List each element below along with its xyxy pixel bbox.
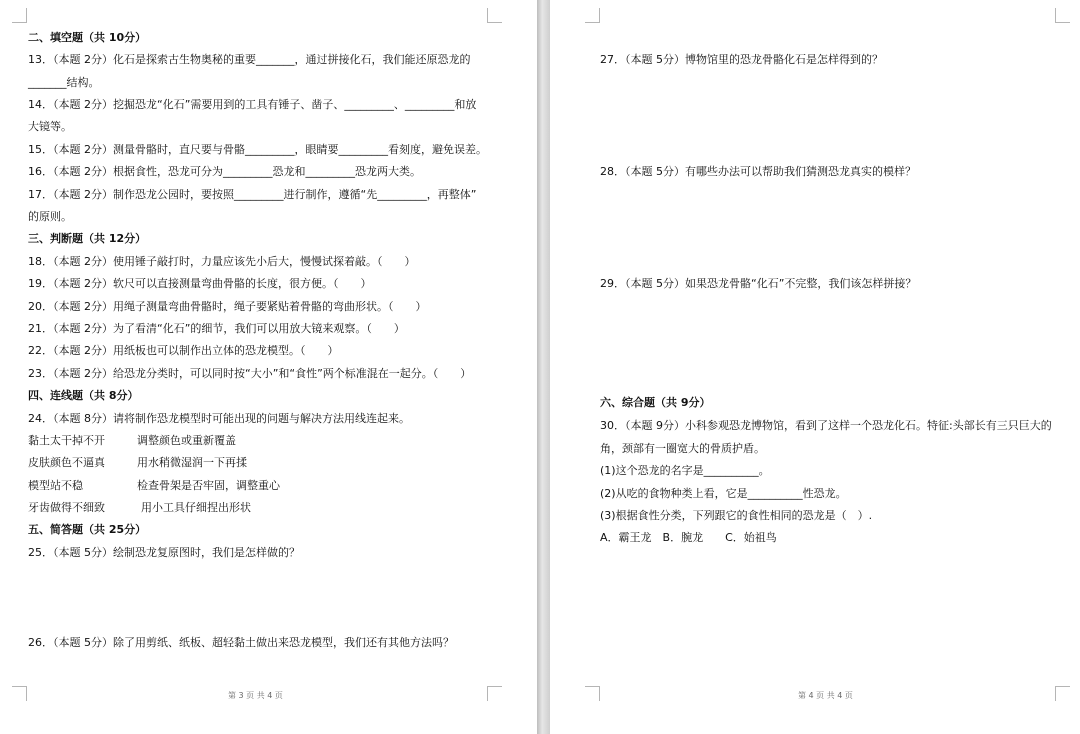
exam-page-4 xyxy=(550,0,1080,734)
question-30: 30．（本题 9分）小科参观恐龙博物馆，看到了这样一个恐龙化石。特征:头部长有三只巨大的 xyxy=(600,419,1052,432)
question-21: 21．（本题 2分）为了看清“化石”的细节，我们可以用放大镜来观察。（ ） xyxy=(28,322,405,335)
corner-mark xyxy=(12,8,27,23)
question-24: 24．（本题 8分）请将制作恐龙模型时可能出现的问题与解决方法用线连起来。 xyxy=(28,412,410,425)
question-25: 25．（本题 5分）绘制恐龙复原图时，我们是怎样做的？ xyxy=(28,546,300,559)
question-30-part-2: (2)从吃的食物种类上看，它是__________性恐龙。 xyxy=(600,487,847,500)
question-16: 16．（本题 2分）根据食性，恐龙可分为_________恐龙和_________恐龙两大类。 xyxy=(28,165,421,178)
question-30-cont: 角，颈部有一圈宽大的骨质护盾。 xyxy=(600,442,765,455)
corner-mark xyxy=(585,8,600,23)
section-title-fill-blank: 二、填空题（共 10分） xyxy=(28,31,147,44)
page-footer: 第 4 页 共 4 页 xyxy=(798,691,853,700)
section-title-comprehensive: 六、综合题（共 9分） xyxy=(600,396,711,409)
page-footer: 第 3 页 共 4 页 xyxy=(228,691,283,700)
match-right-item: 用小工具仔细捏出形状 xyxy=(141,501,251,514)
match-left-item: 黏土太干掉不开 xyxy=(28,434,105,447)
question-26: 26．（本题 5分）除了用剪纸、纸板、超轻黏土做出来恐龙模型，我们还有其他方法吗？ xyxy=(28,636,454,649)
question-30-part-1: (1)这个恐龙的名字是__________。 xyxy=(600,464,770,477)
match-right-item: 调整颜色或重新覆盖 xyxy=(137,434,236,447)
corner-mark xyxy=(1055,8,1070,23)
corner-mark xyxy=(585,686,600,701)
question-29: 29．（本题 5分）如果恐龙骨骼“化石”不完整，我们该怎样拼接？ xyxy=(600,277,917,290)
page-gutter xyxy=(537,0,550,734)
section-title-short-answer: 五、简答题（共 25分） xyxy=(28,523,147,536)
question-14: 14．（本题 2分）挖掘恐龙“化石”需要用到的工具有锤子、凿子、_________、_________和放 xyxy=(28,98,477,111)
question-22: 22．（本题 2分）用纸板也可以制作出立体的恐龙模型。（ ） xyxy=(28,344,339,357)
exam-page-3 xyxy=(0,0,537,734)
match-left-item: 模型站不稳 xyxy=(28,479,83,492)
question-15: 15．（本题 2分）测量骨骼时，直尺要与骨骼_________，眼睛要_________看刻度，避免误差。 xyxy=(28,143,487,156)
question-23: 23．（本题 2分）给恐龙分类时，可以同时按“大小”和“食性”两个标准混在一起分。（ ） xyxy=(28,367,472,380)
match-right-item: 用水稍微湿润一下再揉 xyxy=(137,456,247,469)
question-28: 28．（本题 5分）有哪些办法可以帮助我们猜测恐龙真实的模样？ xyxy=(600,165,916,178)
question-30-options: A．霸王龙 B．腕龙 C．始祖鸟 xyxy=(600,531,777,544)
question-13: 13．（本题 2分）化石是探索古生物奥秘的重要_______，通过拼接化石，我们能还原恐龙的 xyxy=(28,53,471,66)
section-title-true-false: 三、判断题（共 12分） xyxy=(28,232,147,245)
section-title-matching: 四、连线题（共 8分） xyxy=(28,389,139,402)
question-14-cont: 大镜等。 xyxy=(28,120,72,133)
question-13-cont: _______结构。 xyxy=(28,76,100,89)
question-20: 20．（本题 2分）用绳子测量弯曲骨骼时，绳子要紧贴着骨骼的弯曲形状。（ ） xyxy=(28,300,427,313)
corner-mark xyxy=(12,686,27,701)
question-27: 27．（本题 5分）博物馆里的恐龙骨骼化石是怎样得到的？ xyxy=(600,53,883,66)
corner-mark xyxy=(487,686,502,701)
question-17-cont: 的原则。 xyxy=(28,210,72,223)
question-17: 17．（本题 2分）制作恐龙公园时，要按照_________进行制作，遵循“先_________，再整体” xyxy=(28,188,477,201)
corner-mark xyxy=(487,8,502,23)
question-19: 19．（本题 2分）软尺可以直接测量弯曲骨骼的长度，很方便。（ ） xyxy=(28,277,372,290)
question-18: 18．（本题 2分）使用锤子敲打时，力量应该先小后大，慢慢试探着敲。（ ） xyxy=(28,255,416,268)
corner-mark xyxy=(1055,686,1070,701)
match-left-item: 牙齿做得不细致 xyxy=(28,501,105,514)
match-right-item: 检查骨架是否牢固，调整重心 xyxy=(137,479,280,492)
match-left-item: 皮肤颜色不逼真 xyxy=(28,456,105,469)
question-30-part-3: (3)根据食性分类，下列跟它的食性相同的恐龙是（ ）. xyxy=(600,509,873,522)
